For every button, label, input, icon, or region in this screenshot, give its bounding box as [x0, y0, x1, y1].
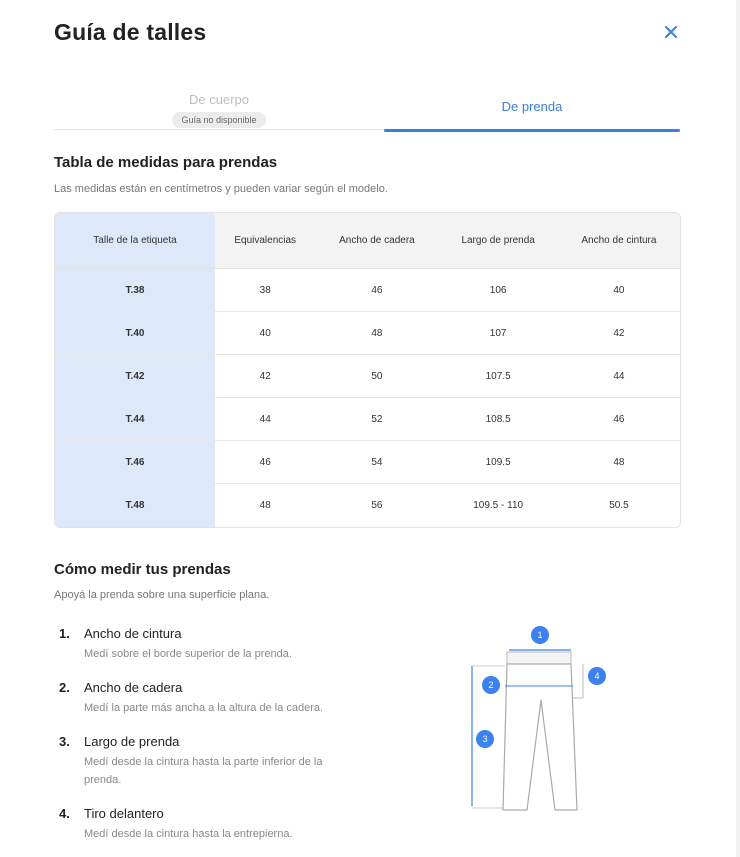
unavailable-badge: Guía no disponible — [172, 112, 265, 128]
table-row — [55, 312, 680, 355]
step-title: Largo de prenda — [84, 734, 180, 749]
marker-hip: 2 — [482, 676, 500, 694]
table-cell: 46 — [315, 269, 438, 312]
table-cell: 56 — [371, 500, 383, 511]
tabs — [54, 84, 680, 130]
table-cell: 109.5 — [438, 441, 557, 484]
step-number: 1. — [59, 626, 70, 641]
table-cell-size: T.42 — [55, 355, 215, 398]
table-cell: 40 — [215, 312, 315, 355]
table-cell: 109.5 - 110 — [473, 500, 524, 511]
table-cell: 106 — [438, 269, 557, 312]
table-cell: 50 — [315, 355, 438, 398]
step-title: Ancho de cadera — [84, 680, 183, 695]
measure-section-title: Cómo medir tus prendas — [54, 561, 231, 578]
table-header: Talle de la etiqueta — [55, 213, 215, 269]
table-row — [55, 484, 680, 527]
close-icon — [661, 22, 681, 42]
table-cell: 107 — [438, 312, 557, 355]
pants-icon — [465, 620, 615, 820]
table-header: Largo de prenda — [438, 213, 557, 269]
table-cell: 46 — [215, 441, 315, 484]
table-cell-size: T.44 — [55, 398, 215, 441]
tab-garment-measures[interactable] — [384, 84, 680, 130]
step-number: 2. — [59, 680, 70, 695]
table-cell: 44 — [558, 355, 680, 398]
step-description: Medí desde la cintura hasta la parte inferior de la prenda. — [84, 756, 323, 786]
table-cell: 38 — [215, 269, 315, 312]
table-cell-size: T.46 — [55, 441, 215, 484]
step-description: Medí desde la cintura hasta la entrepierna. — [84, 828, 293, 840]
step-title: Ancho de cintura — [84, 626, 182, 641]
table-cell: 48 — [558, 441, 680, 484]
table-row — [55, 355, 680, 398]
step-description: Medí la parte más ancha a la altura de la cadera. — [84, 702, 324, 714]
table-header-row — [55, 213, 680, 269]
table-cell: 40 — [558, 269, 680, 312]
tab-garment-label: De prenda — [501, 99, 563, 114]
step-title: Tiro delantero — [84, 806, 164, 821]
marker-rise: 4 — [588, 667, 606, 685]
table-cell: 46 — [558, 398, 680, 441]
pants-measure-illustration — [465, 620, 615, 820]
table-section-title: Tabla de medidas para prendas — [54, 154, 278, 171]
table-header: Equivalencias — [215, 213, 315, 269]
table-cell: 54 — [315, 441, 438, 484]
close-button[interactable] — [661, 22, 681, 42]
tab-body-label: De cuerpo — [189, 92, 249, 107]
table-cell: 107.5 — [438, 355, 557, 398]
table-section-subtitle: Las medidas están en centímetros y pueden variar según el modelo. — [54, 183, 388, 195]
table-cell-size: T.48 — [55, 484, 215, 527]
table-cell: 48 — [259, 500, 271, 511]
table-cell: 52 — [315, 398, 438, 441]
table-row — [55, 398, 680, 441]
table-cell: 44 — [215, 398, 315, 441]
tab-body-measures[interactable] — [54, 84, 384, 130]
step-number: 4. — [59, 806, 70, 821]
table-cell: 50.5 — [609, 500, 629, 511]
table-cell: 42 — [215, 355, 315, 398]
table-row — [55, 269, 680, 312]
table-header: Ancho de cadera — [315, 213, 438, 269]
measure-section-subtitle: Apoyá la prenda sobre una superficie plana. — [54, 589, 270, 601]
marker-waist: 1 — [531, 626, 549, 644]
table-cell-size: T.40 — [55, 312, 215, 355]
step-description: Medí sobre el borde superior de la prenda. — [84, 648, 292, 660]
modal-title: Guía de talles — [54, 19, 207, 45]
size-table — [54, 212, 681, 528]
marker-length: 3 — [476, 730, 494, 748]
table-cell: 108.5 — [438, 398, 557, 441]
table-cell-size: T.38 — [55, 269, 215, 312]
scrollbar[interactable] — [736, 0, 740, 857]
table-cell: 42 — [558, 312, 680, 355]
table-row — [55, 441, 680, 484]
table-cell: 48 — [315, 312, 438, 355]
table-header: Ancho de cintura — [558, 213, 680, 269]
step-number: 3. — [59, 734, 70, 749]
active-tab-indicator — [384, 129, 680, 132]
